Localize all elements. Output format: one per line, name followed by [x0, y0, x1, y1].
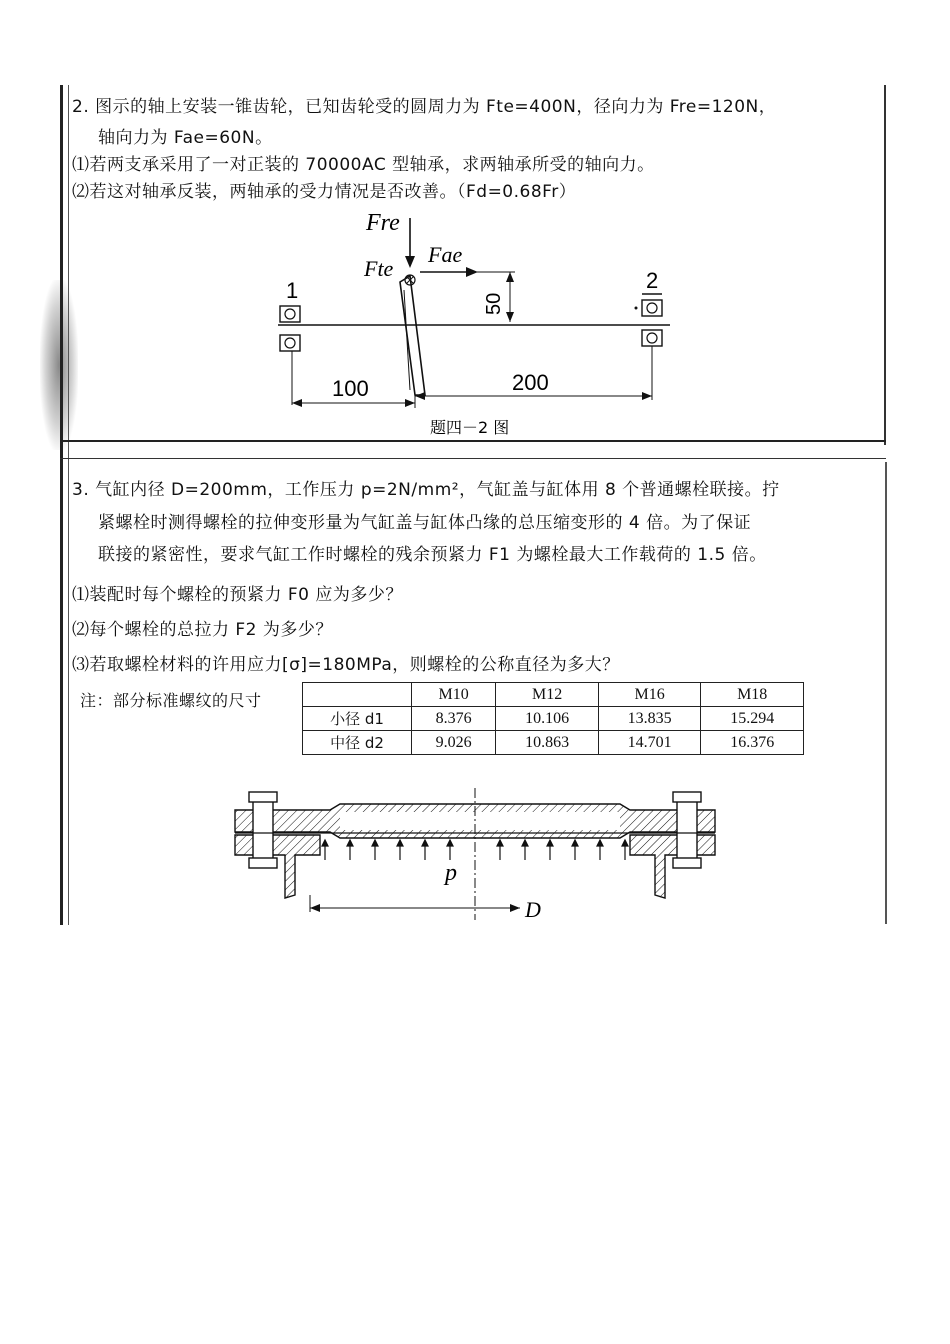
bearing2-label: 2	[646, 268, 659, 293]
bearing2-upper	[642, 300, 662, 316]
section-divider-inner	[60, 458, 886, 459]
scan-smudge	[40, 280, 78, 450]
table-cell: 10.863	[496, 731, 599, 755]
problem2-question1: ⑴若两支承采用了一对正装的 70000AC 型轴承，求两轴承所受的轴向力。	[72, 155, 655, 175]
problem3-question3: ⑶若取螺栓材料的许用应力[σ]=180MPa，则螺栓的公称直径为多大？	[72, 655, 620, 675]
bearing1-label: 1	[286, 278, 299, 303]
frame-left-border	[60, 85, 63, 925]
fre-label: Fre	[366, 210, 400, 236]
table-row	[303, 731, 804, 755]
table-cell: 10.106	[496, 707, 599, 731]
frame-left-inner-border	[68, 85, 69, 925]
table-row-label: 中径 d2	[303, 731, 412, 755]
bearing2-lower	[642, 330, 662, 346]
table-header-cell: M10	[412, 683, 496, 707]
thread-table-note: 注：部分标准螺纹的尺寸	[80, 691, 262, 710]
table-cell: 14.701	[598, 731, 701, 755]
problem3-question1: ⑴装配时每个螺栓的预紧力 F0 应为多少？	[72, 585, 403, 605]
table-cell: 9.026	[412, 731, 496, 755]
problem3-question2: ⑵每个螺栓的总拉力 F2 为多少？	[72, 620, 333, 640]
bolt-left	[253, 798, 273, 860]
table-cell: 16.376	[701, 731, 804, 755]
frame-right-border-top	[884, 85, 886, 445]
frame-right-border-bottom	[885, 462, 887, 924]
dim-200-label: 200	[512, 370, 549, 395]
dim-50-label: 50	[483, 292, 505, 315]
table-cell: 13.835	[598, 707, 701, 731]
bearing1-upper	[280, 306, 300, 322]
table-header-cell	[303, 683, 412, 707]
fte-label: Fte	[364, 256, 394, 281]
table-cell: 8.376	[412, 707, 496, 731]
cylinder-cover-figure	[225, 780, 725, 925]
diameter-label: D	[525, 897, 541, 922]
fre-arrowhead	[405, 256, 415, 268]
pressure-label: p	[445, 860, 457, 886]
shaft-bevel-gear-figure	[270, 200, 690, 450]
bearing1-lower	[280, 335, 300, 351]
problem2-line2: 轴向力为 Fae=60N。	[98, 128, 273, 148]
bolt-right	[677, 798, 697, 860]
table-header-cell: M18	[701, 683, 804, 707]
dim-100-label: 100	[332, 376, 369, 401]
table-header-cell: M16	[598, 683, 701, 707]
fae-label: Fae	[428, 242, 463, 267]
figure-caption: 题四－2 图	[430, 418, 510, 437]
problem3-line2: 紧螺栓时测得螺栓的拉伸变形量为气缸盖与缸体凸缘的总压缩变形的 4 倍。为了保证	[98, 513, 752, 533]
problem3-line1: 3. 气缸内径 D=200mm，工作压力 p=2N/mm²，气缸盖与缸体用 8 个普通螺栓联接。拧	[72, 480, 780, 500]
table-row-label: 小径 d1	[303, 707, 412, 731]
problem3-line3: 联接的紧密性，要求气缸工作时螺栓的残余预紧力 F1 为螺栓最大工作载荷的 1.5 倍。	[98, 545, 767, 565]
table-cell: 15.294	[701, 707, 804, 731]
problem2-question2: ⑵若这对轴承反装，两轴承的受力情况是否改善。（Fd=0.68Fr）	[72, 182, 577, 202]
table-row	[303, 707, 804, 731]
problem2-line1: 2. 图示的轴上安装一锥齿轮，已知齿轮受的圆周力为 Fte=400N，径向力为 Fre=120N，	[72, 97, 777, 117]
table-header-cell: M12	[496, 683, 599, 707]
table-header-row	[303, 683, 804, 707]
thread-size-table	[302, 682, 804, 755]
